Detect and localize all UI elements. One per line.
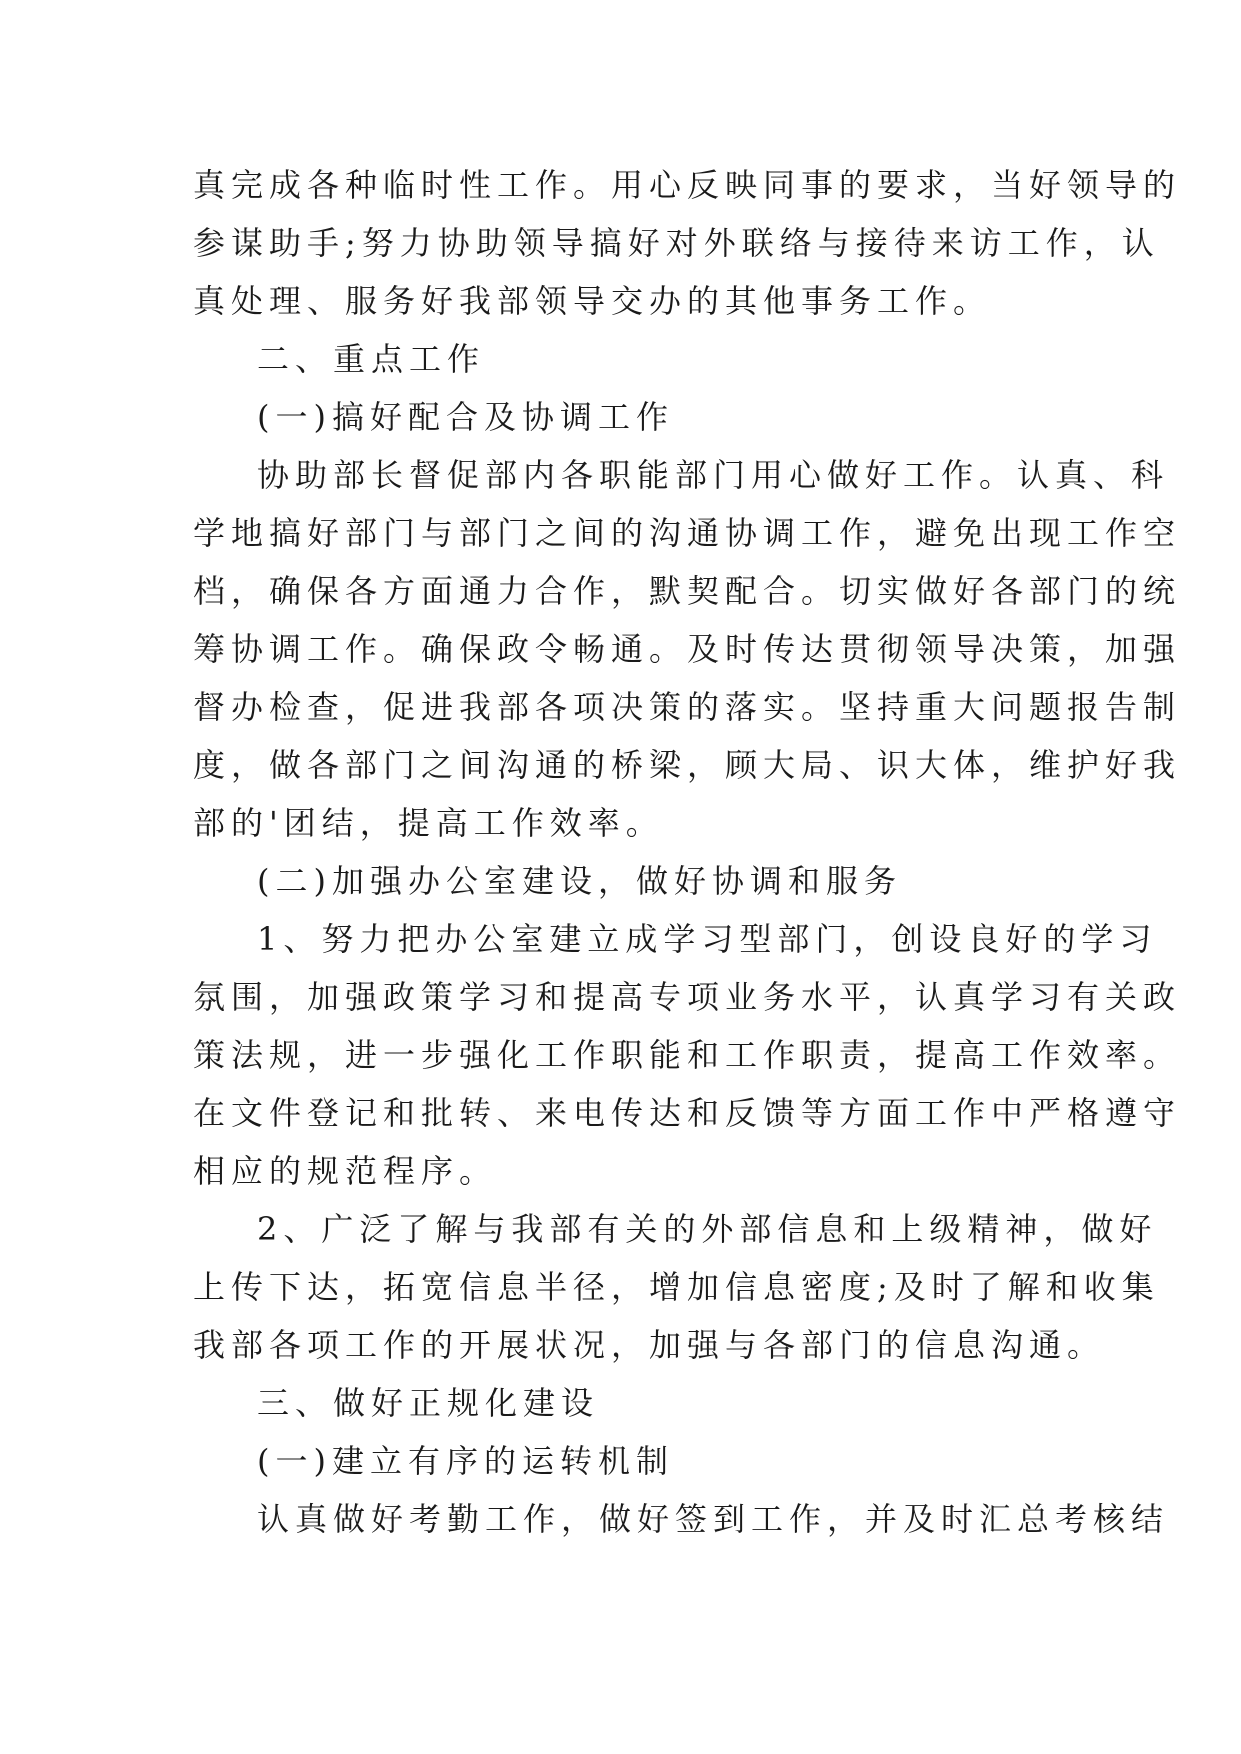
text-line: (一)搞好配合及协调工作	[257, 398, 674, 436]
document-body	[193, 156, 1182, 1548]
text-line: 协助部长督促部内各职能部门用心做好工作。认真、科	[257, 456, 1170, 494]
text-line: (一)建立有序的运转机制	[257, 1442, 674, 1480]
text-line: 氛围，加强政策学习和提高专项业务水平，认真学习有关政	[193, 978, 1182, 1016]
text-line: 在文件登记和批转、来电传达和反馈等方面工作中严格遵守	[193, 1094, 1182, 1132]
text-line: 度，做各部门之间沟通的桥梁，顾大局、识大体，维护好我	[193, 746, 1182, 784]
text-line: 上传下达，拓宽信息半径，增加信息密度;及时了解和收集	[193, 1268, 1160, 1306]
text-line: 2、广泛了解与我部有关的外部信息和上级精神，做好	[257, 1210, 1158, 1248]
text-line: 1、努力把办公室建立成学习型部门，创设良好的学习	[257, 920, 1158, 958]
text-line: 学地搞好部门与部门之间的沟通协调工作，避免出现工作空	[193, 514, 1182, 552]
text-line: 档，确保各方面通力合作，默契配合。切实做好各部门的统	[193, 572, 1182, 610]
text-line: 筹协调工作。确保政令畅通。及时传达贯彻领导决策，加强	[193, 630, 1182, 668]
text-line: 二、重点工作	[257, 340, 486, 378]
text-line: 认真做好考勤工作，做好签到工作，并及时汇总考核结	[257, 1500, 1170, 1538]
text-line: 真完成各种临时性工作。用心反映同事的要求，当好领导的	[193, 166, 1182, 204]
text-line: 相应的规范程序。	[193, 1152, 498, 1190]
text-line: 督办检查，促进我部各项决策的落实。坚持重大问题报告制	[193, 688, 1182, 726]
text-line: (二)加强办公室建设，做好协调和服务	[257, 862, 902, 900]
text-line: 策法规，进一步强化工作职能和工作职责，提高工作效率。	[193, 1036, 1182, 1074]
text-line: 我部各项工作的开展状况，加强与各部门的信息沟通。	[193, 1326, 1106, 1364]
text-line: 参谋助手;努力协助领导搞好对外联络与接待来访工作，认	[193, 224, 1160, 262]
text-line: 真处理、服务好我部领导交办的其他事务工作。	[193, 282, 992, 320]
text-line: 部的'团结，提高工作效率。	[193, 804, 664, 842]
text-line: 三、做好正规化建设	[257, 1384, 600, 1422]
